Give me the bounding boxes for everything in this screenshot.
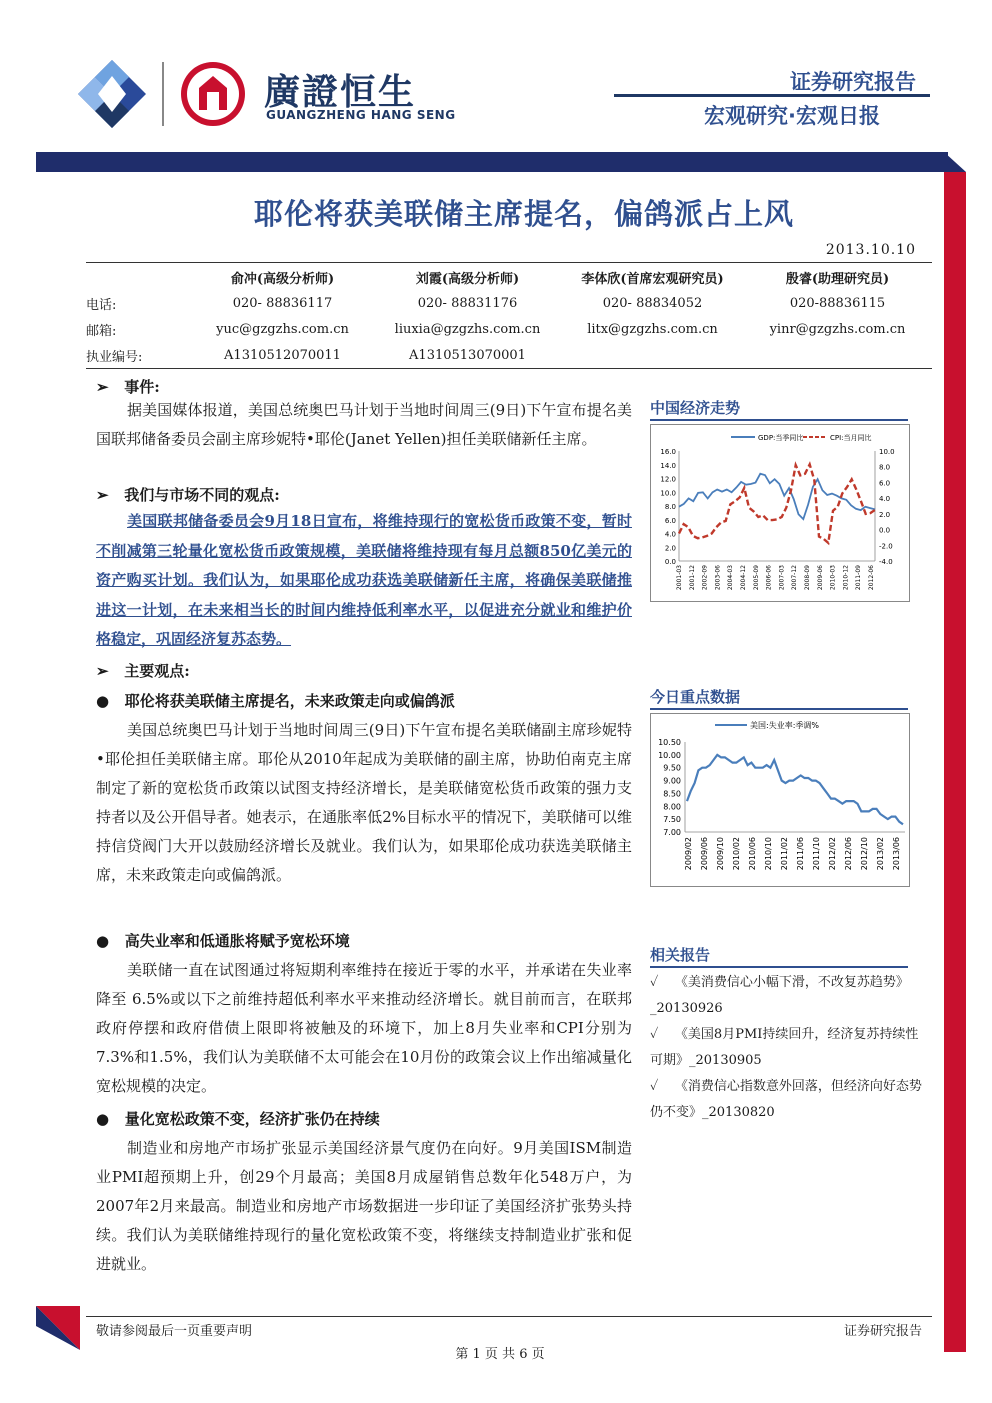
license-row [86,342,932,368]
analyst-name: 刘霞(高级分析师) [415,271,520,287]
x-tick-label: 2004-03 [727,565,735,591]
main-points-heading-text: 主要观点: [124,662,190,680]
banner-corner [944,152,966,172]
point1-heading-text: 耶伦将获美联储主席提名，未来政策走向或偏鸽派 [124,692,455,710]
point1-text: 美国总统奥巴马计划于当地时间周三(9日)下午宣布提名美联储副主席珍妮特•耶伦担任美联储主席。耶伦从2010年起成为美联储的副主席，协助伯南克主席制定了新的宽松货币政策以试图支持经济增长，是美联储宽松货币政策的强力支持者以及公开倡导者。她表示，在通胀率低2%目标水平的情况下，美联储可以维持信贷阀门大开以鼓励经济增长及就业。我们认为，如果耶伦成功获选美联储主席，未来政策走向或偏鸽派。 [96,721,632,884]
phone-row [86,290,932,316]
china-economy-heading: 中国经济走势 [650,399,741,417]
analyst-name: 李体欣(首席宏观研究员) [581,271,724,287]
x-tick-label: 2005-09 [752,565,760,591]
series-line [687,755,903,824]
phone-value: 020- 88836117 [232,295,333,311]
report-type: 证券研究报告 [790,70,916,94]
main-points-heading: ➢ 主要观点: [96,662,190,680]
view-paragraph [96,507,632,655]
top-banner-bar [36,152,948,172]
row-label: 邮箱: [86,323,117,339]
check-icon: ✓ [650,1079,659,1094]
company-logo-icon [76,58,266,132]
point3-text: 制造业和房地产市场扩张显示美国经济景气度仍在向好。9月美国ISM制造业PMI超预期上升，创29个月最高；美国8月成屋销售总数年化548万户，为2007年2月来最高。制造业和房地产市场数据进一步印证了美国经济扩张势头持续。我们认为美联储维持现行的量化宽松政策不变，将继续支持制造业扩张和促进就业。 [96,1139,632,1273]
phone-value: 020- 88831176 [417,295,518,311]
x-tick-label: 2004-12 [740,565,747,591]
x-tick-label: 2010/10 [764,837,773,871]
x-tick-label: 2001-03 [676,565,683,591]
right-accent-bar [944,172,966,1352]
x-tick-label: 2011/02 [780,837,789,871]
report-date: 2013.10.10 [825,242,916,258]
y-tick-label-left: 16.0 [660,448,676,456]
sidebar-divider [650,708,908,710]
x-tick-label: 2007-12 [791,565,799,591]
check-icon: ✓ [650,975,659,990]
related-reports-list [650,970,925,1126]
y-tick-label-right: 0.0 [879,526,891,535]
email-row [86,316,932,342]
y-tick-label: 8.50 [663,789,681,799]
point3-paragraph [96,1134,632,1279]
y-tick-label-left: 12.0 [660,475,676,484]
series-line [679,464,875,543]
phone-value: 020-88836115 [789,295,886,311]
legend-label: CPI:当月同比 [830,434,872,442]
table-divider [86,368,932,369]
analyst-name: 殷睿(助理研究员) [785,271,890,287]
related-report-item[interactable] [650,1074,925,1126]
footer-report-type: 证券研究报告 [843,1324,922,1339]
title-divider [86,262,932,263]
key-data-heading: 今日重点数据 [650,688,741,706]
x-tick-label: 2009-06 [816,565,824,591]
point2-heading-text: 高失业率和低通胀将赋予宽松环境 [124,932,350,950]
x-tick-label: 2012/06 [844,837,853,871]
header-divider [614,94,930,97]
x-tick-label: 2012/02 [828,837,837,871]
page-title: 耶伦将获美联储主席提名，偏鸽派占上风 [253,197,794,231]
y-tick-label-right: 10.0 [879,448,895,456]
view-heading-text: 我们与市场不同的观点: [124,486,280,504]
x-tick-label: 2010-12 [842,565,850,591]
point2-text: 美联储一直在试图通过将短期利率维持在接近于零的水平，并承诺在失业率降至 6.5%或以下之前维持超低利率水平来推动经济增长。就目前而言，在联邦政府停摆和政府借债上限即将被触及的环境下，加上8月失业率和CPI分别为7.3%和1.5%，我们认为美联储不太可能会在10月份的政策会议上作出缩减量化宽松规模的决定。 [96,961,632,1095]
sidebar-divider [650,966,908,968]
email-link[interactable]: yinr@gzgzhs.com.cn [769,321,906,337]
y-tick-label-right: 8.0 [879,463,891,472]
y-tick-label: 9.50 [663,763,681,773]
y-tick-label: 10.00 [658,750,681,760]
y-tick-label: 8.00 [663,802,681,812]
x-tick-label: 2012/10 [860,837,869,871]
view-text: 美国联邦储备委员会9月18日宣布，将维持现行的宽松货币政策不变，暂时不削减第三轮量化宽松货币政策规模，美联储将维持现有每月总额850亿美元的资产购买计划。我们认为，如果耶伦成功获选美联储新任主席，将确保美联储推进这一计划，在未来相当长的时间内维持低利率水平，以促进充分就业和维护价格稳定，巩固经济复苏态势。 [96,512,632,648]
y-tick-label-left: 4.0 [664,530,676,539]
y-tick-label: 9.00 [663,776,681,786]
event-text: 据美国媒体报道，美国总统奥巴马计划于当地时间周三(9日)下午宣布提名美国联邦储备委员会副主席珍妮特•耶伦(Janet Yellen)担任美联储新任主席。 [96,401,632,448]
x-tick-label: 2010/06 [748,837,757,871]
point3-heading: ● 量化宽松政策不变，经济扩张仍在持续 [96,1110,380,1128]
view-heading: ➢ 我们与市场不同的观点: [96,486,280,504]
sidebar-divider [650,419,908,421]
series-line [679,474,875,519]
x-tick-label: 2010/02 [732,837,741,871]
event-paragraph [96,396,632,454]
related-reports-heading: 相关报告 [650,946,711,964]
x-tick-label: 2008-09 [804,565,811,591]
email-link[interactable]: yuc@gzgzhs.com.cn [216,321,349,337]
x-tick-label: 2006-06 [765,565,773,591]
report-category: 宏观研究·宏观日报 [704,104,880,128]
analyst-header-row [86,264,932,290]
related-report-text: 《美国8月PMI持续回升，经济复苏持续性可期》_20130905 [650,1027,919,1068]
x-tick-label: 2011/10 [812,837,821,871]
disclaimer-note: 敬请参阅最后一页重要声明 [96,1324,253,1339]
check-icon: ✓ [650,1027,659,1042]
y-tick-label-left: 14.0 [660,461,676,470]
license-value: A1310512070011 [224,347,341,363]
y-tick-label-left: 2.0 [664,544,676,553]
related-report-item[interactable] [650,1022,925,1074]
point2-paragraph [96,956,632,1101]
y-tick-label: 7.00 [663,828,681,837]
event-heading-text: 事件: [124,378,160,396]
email-link[interactable]: litx@gzgzhs.com.cn [587,321,718,337]
legend-label: 美国:失业率:季调% [750,721,819,730]
y-tick-label-left: 6.0 [664,516,676,525]
x-tick-label: 2011-09 [855,565,863,591]
x-tick-label: 2013/06 [892,837,901,871]
row-label: 电话: [86,297,117,313]
y-tick-label-right: 4.0 [879,495,891,504]
x-tick-label: 2009/06 [700,837,709,871]
brand-name: 廣證恒生 [264,72,417,113]
y-tick-label-right: 6.0 [879,479,891,488]
related-report-text: 《美消费信心小幅下滑，不改复苏趋势》_20130926 [650,975,909,1016]
y-tick-label-right: -4.0 [879,558,893,566]
y-tick-label-left: 10.0 [660,489,676,498]
x-tick-label: 2002-09 [701,565,709,591]
y-tick-label-left: 8.0 [664,503,676,511]
point3-heading-text: 量化宽松政策不变，经济扩张仍在持续 [124,1110,380,1128]
x-tick-label: 2013/02 [876,837,885,871]
x-tick-label: 2010-03 [829,565,837,591]
event-heading: ➢ 事件: [96,378,160,396]
point2-heading: ● 高失业率和低通胀将赋予宽松环境 [96,932,350,950]
point1-paragraph [96,716,632,890]
brand-subtitle: GUANGZHENG HANG SENG [266,108,456,122]
row-label: 执业编号: [86,349,143,365]
x-tick-label: 2003-06 [714,565,722,591]
y-tick-label-right: -2.0 [879,542,893,551]
related-report-item[interactable] [650,970,925,1022]
page-number: 第 1 页 共 6 页 [455,1347,545,1362]
legend-label: GDP:当季同比 [758,434,804,442]
y-tick-label: 7.50 [663,815,681,825]
x-tick-label: 2011/06 [796,837,805,871]
x-tick-label: 2001-12 [688,565,696,591]
footer-divider [86,1316,932,1317]
related-report-text: 《消费信心指数意外回落，但经济向好态势仍不变》_20130820 [650,1079,922,1120]
phone-value: 020- 88834052 [602,295,703,311]
y-tick-label: 10.50 [658,738,681,747]
unemployment-chart [650,713,910,887]
y-tick-label-left: 0.0 [664,558,676,566]
china-economy-chart [650,424,910,602]
x-tick-label: 2007-03 [778,565,786,591]
x-tick-label: 2009/10 [716,837,725,871]
x-tick-label: 2009/02 [684,837,693,871]
email-link[interactable]: liuxia@gzgzhs.com.cn [394,321,541,337]
point1-heading: ● 耶伦将获美联储主席提名，未来政策走向或偏鸽派 [96,692,455,710]
x-tick-label: 2012-06 [868,565,875,591]
analyst-table [86,264,932,368]
analyst-name: 俞冲(高级分析师) [230,271,335,287]
y-tick-label-right: 2.0 [879,510,891,519]
license-value: A1310513070001 [409,347,526,363]
